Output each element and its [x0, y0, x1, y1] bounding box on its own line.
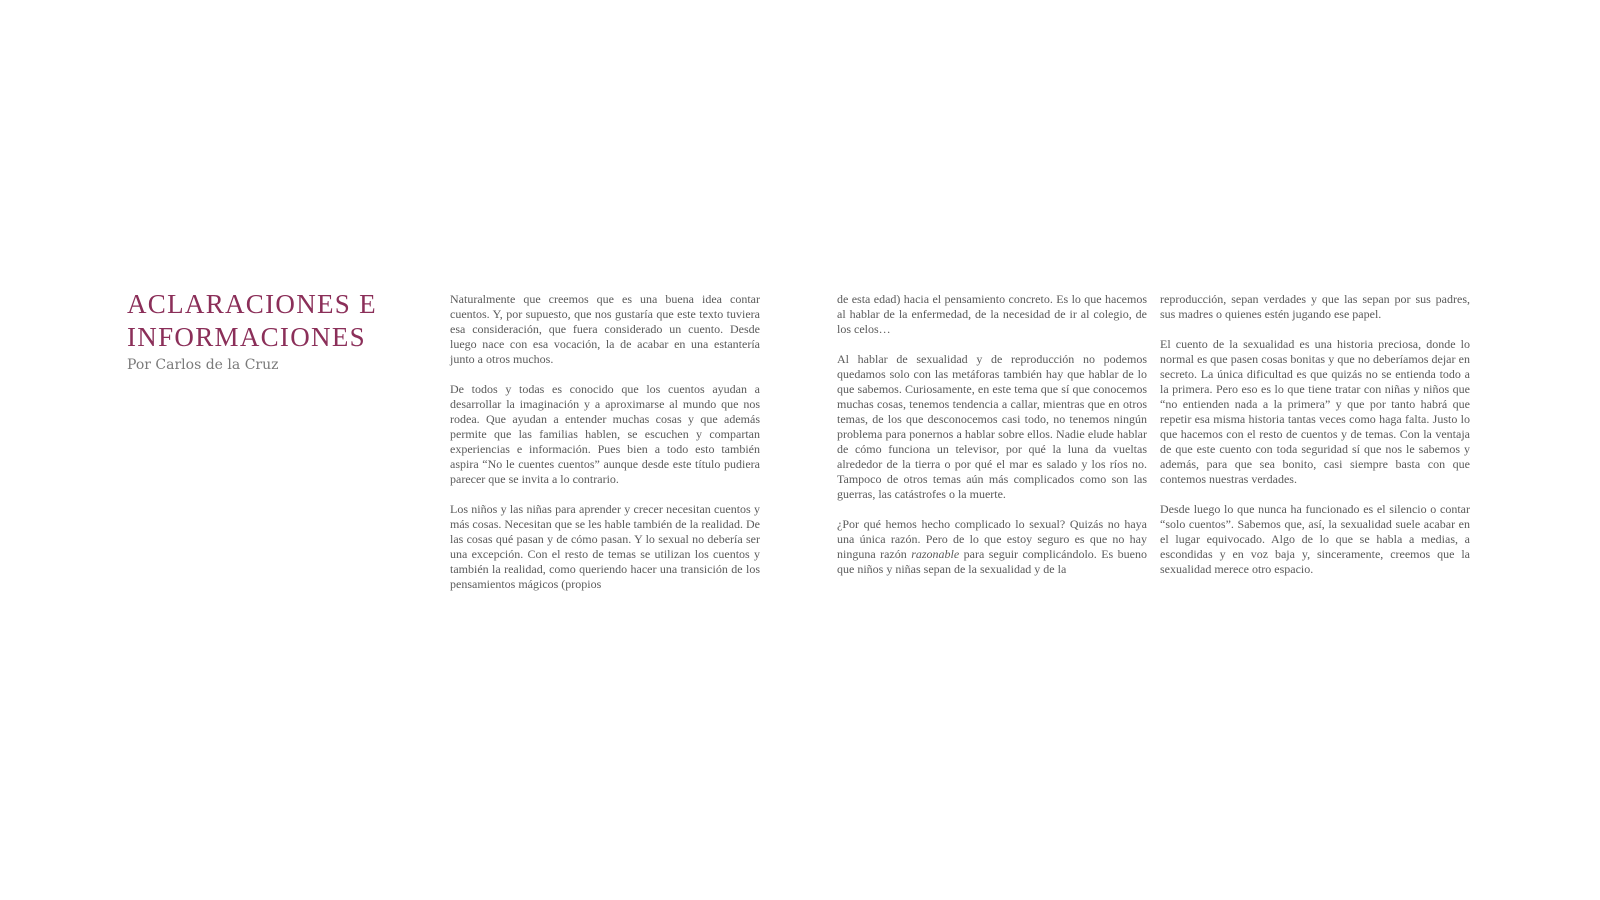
paragraph: Los niños y las niñas para aprender y crecer necesitan cuentos y más cosas. Necesitan que se les hable también de la realidad. De las cosas qué pasan y de cómo pasan. Y lo sexual no debería ser una excepción. Con el resto de temas se utilizan los cuentos y también la realidad, como queriendo hacer una transición de los pensamientos mágicos (propios — [450, 502, 760, 591]
emphasis-text: razonable — [911, 547, 960, 561]
paragraph: Al hablar de sexualidad y de reproducción no podemos quedamos solo con las metáforas también hay que hablar de lo que sabemos. Curiosamente, en este tema que sí que conocemos muchas cosas, tenemos tendencia a callar, mientras que en otros temas, de los que desconocemos casi todo, no tenemos ningún problema para ponernos a hablar sobre ellos. Nadie elude hablar de cómo funciona un televisor, por qué la luna da vueltas alrededor de la tierra o por qué el mar es salado y los ríos no. Tampoco de otros temas aún más complicados como son las guerras, las catástrofes o la muerte. — [837, 352, 1147, 501]
paragraph: Desde luego lo que nunca ha funcionado es el silencio o contar “solo cuentos”. Sabemos que, así, la sexualidad suele acabar en el lugar equivocado. Algo de lo que se habla a medias, a escondidas y en voz baja y, sinceramente, creemos que la sexualidad merece otro espacio. — [1160, 502, 1470, 576]
paragraph-text: para seguir complicándolo. Es bueno que niños y niñas sepan de la sexualidad y de la — [837, 547, 1147, 576]
page-title-line-2: INFORMACIONES — [127, 322, 366, 352]
text-column-2 — [837, 292, 1147, 592]
paragraph — [837, 517, 1147, 577]
text-column-3 — [1160, 292, 1470, 592]
paragraph: Naturalmente que creemos que es una buena idea contar cuentos. Y, por supuesto, que nos gustaría que este texto tuviera esa consideración, que fuera considerado un cuento. Desde luego nace con esa vocación, la de acabar en una estantería junto a otros muchos. — [450, 292, 760, 366]
paragraph: de esta edad) hacia el pensamiento concreto. Es lo que hacemos al hablar de la enfermedad, de la necesidad de ir al colegio, de los celos… — [837, 292, 1147, 336]
paragraph: reproducción, sepan verdades y que las sepan por sus padres, sus madres o quienes estén jugando ese papel. — [1160, 292, 1470, 321]
author-byline: Por Carlos de la Cruz — [127, 357, 279, 373]
page-title-line-1: ACLARACIONES E — [127, 289, 377, 319]
article-header — [127, 288, 427, 375]
paragraph: El cuento de la sexualidad es una historia preciosa, donde lo normal es que pasen cosas bonitas y que no deberíamos dejar en secreto. La única dificultad es que quizás no se entienda todo a la primera. Pero eso es lo que tiene tratar con niñas y niños que “no entienden nada a la primera” y que por tanto habrá que repetir esa misma historia tantas veces como haga falta. Justo lo que hacemos con el resto de cuentos y de temas. Con la ventaja de que este cuento con toda seguridad sí que nos le sabemos y además, para que sea bonito, casi siempre basta con que contemos nuestras verdades. — [1160, 337, 1470, 486]
text-column-1 — [450, 292, 760, 607]
paragraph: De todos y todas es conocido que los cuentos ayudan a desarrollar la imaginación y a aproximarse al mundo que nos rodea. Que ayudan a entender muchas cosas y que además permite que las familias hablen, se escuchen y compartan experiencias e información. Pues bien a todo esto también aspira “No le cuentes cuentos” aunque desde este título pudiera parecer que se invita a lo contrario. — [450, 382, 760, 486]
paragraph-text: ¿Por qué hemos hecho complicado lo sexual? Quizás no haya una única razón. Pero de lo que estoy seguro es que no hay ninguna razón — [837, 517, 1147, 561]
